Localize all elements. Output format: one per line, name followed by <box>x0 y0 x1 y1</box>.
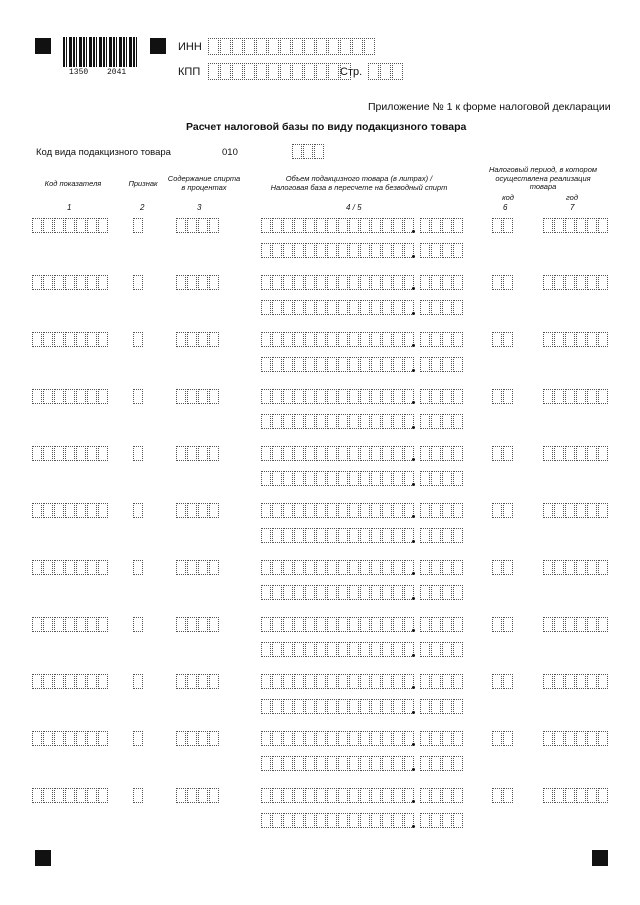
decimal-point <box>412 825 415 828</box>
volume-decimal-field[interactable] <box>420 560 464 575</box>
alcohol-content-field[interactable] <box>176 218 220 233</box>
sign-field[interactable] <box>133 332 144 347</box>
column-number-1: 1 <box>67 203 72 212</box>
period-year-field[interactable] <box>543 788 609 803</box>
indicator-code-field[interactable] <box>32 389 109 404</box>
tax-base-integer-field[interactable] <box>261 642 415 657</box>
volume-integer-field[interactable] <box>261 788 415 803</box>
column-header-period: Налоговый период, в котором осуществлена реализация товара <box>488 165 598 191</box>
decimal-point <box>412 629 415 632</box>
period-code-field[interactable] <box>492 674 514 689</box>
sign-field[interactable] <box>133 389 144 404</box>
decimal-point <box>412 483 415 486</box>
barcode-bars <box>63 37 139 67</box>
volume-integer-field[interactable] <box>261 332 415 347</box>
column-header-period-year: год <box>566 193 578 202</box>
decimal-point <box>412 572 415 575</box>
volume-decimal-field[interactable] <box>420 332 464 347</box>
period-code-field[interactable] <box>492 503 514 518</box>
volume-decimal-field[interactable] <box>420 503 464 518</box>
volume-decimal-field[interactable] <box>420 617 464 632</box>
sign-field[interactable] <box>133 503 144 518</box>
tax-base-integer-field[interactable] <box>261 699 415 714</box>
volume-decimal-field[interactable] <box>420 731 464 746</box>
period-code-field[interactable] <box>492 275 514 290</box>
alcohol-content-field[interactable] <box>176 560 220 575</box>
tax-base-decimal-field[interactable] <box>420 756 464 771</box>
column-number-7: 7 <box>570 203 575 212</box>
alcohol-content-field[interactable] <box>176 446 220 461</box>
page-label: Стр. <box>340 66 363 78</box>
column-header-code: Код показателя <box>44 179 102 188</box>
registration-marker <box>35 38 51 54</box>
decimal-point <box>412 515 415 518</box>
tax-base-integer-field[interactable] <box>261 414 415 429</box>
period-code-field[interactable] <box>492 788 514 803</box>
tax-base-decimal-field[interactable] <box>420 357 464 372</box>
period-code-field[interactable] <box>492 446 514 461</box>
decimal-point <box>412 458 415 461</box>
decimal-point <box>412 255 415 258</box>
tax-base-decimal-field[interactable] <box>420 699 464 714</box>
sign-field[interactable] <box>133 617 144 632</box>
product-code-label: Код вида подакцизного товара <box>36 147 171 158</box>
volume-integer-field[interactable] <box>261 218 415 233</box>
period-code-field[interactable] <box>492 389 514 404</box>
sign-field[interactable] <box>133 560 144 575</box>
tax-base-integer-field[interactable] <box>261 756 415 771</box>
volume-integer-field[interactable] <box>261 674 415 689</box>
registration-marker <box>150 38 166 54</box>
alcohol-content-field[interactable] <box>176 731 220 746</box>
tax-base-decimal-field[interactable] <box>420 642 464 657</box>
decimal-point <box>412 686 415 689</box>
period-year-field[interactable] <box>543 560 609 575</box>
decimal-point <box>412 768 415 771</box>
column-header-volume: Объем подакцизного товара (в литрах) / Налоговая база в пересчете на безводный спирт <box>270 174 448 192</box>
page-number-field[interactable] <box>368 63 404 80</box>
decimal-point <box>412 287 415 290</box>
sign-field[interactable] <box>133 674 144 689</box>
sign-field[interactable] <box>133 731 144 746</box>
volume-integer-field[interactable] <box>261 503 415 518</box>
form-title: Расчет налоговой базы по виду подакцизного товара <box>186 121 467 133</box>
period-code-field[interactable] <box>492 731 514 746</box>
column-header-sign: Признак <box>128 179 158 188</box>
period-year-field[interactable] <box>543 218 609 233</box>
period-year-field[interactable] <box>543 731 609 746</box>
alcohol-content-field[interactable] <box>176 788 220 803</box>
volume-decimal-field[interactable] <box>420 788 464 803</box>
indicator-code-field[interactable] <box>32 674 109 689</box>
tax-base-decimal-field[interactable] <box>420 243 464 258</box>
decimal-point <box>412 230 415 233</box>
registration-marker <box>35 850 51 866</box>
indicator-code-field[interactable] <box>32 446 109 461</box>
indicator-code-field[interactable] <box>32 560 109 575</box>
period-code-field[interactable] <box>492 617 514 632</box>
tax-base-integer-field[interactable] <box>261 813 415 828</box>
decimal-point <box>412 401 415 404</box>
barcode-number-right: 2041 <box>107 68 127 77</box>
period-year-field[interactable] <box>543 617 609 632</box>
alcohol-content-field[interactable] <box>176 332 220 347</box>
tax-base-decimal-field[interactable] <box>420 414 464 429</box>
period-year-field[interactable] <box>543 446 609 461</box>
volume-integer-field[interactable] <box>261 275 415 290</box>
tax-base-integer-field[interactable] <box>261 357 415 372</box>
column-header-period-code: код <box>502 193 514 202</box>
decimal-point <box>412 369 415 372</box>
kpp-field[interactable] <box>208 63 352 80</box>
alcohol-content-field[interactable] <box>176 674 220 689</box>
column-number-2: 2 <box>140 203 145 212</box>
volume-decimal-field[interactable] <box>420 446 464 461</box>
decimal-point <box>412 597 415 600</box>
column-number-6: 6 <box>503 203 508 212</box>
indicator-code-field[interactable] <box>32 332 109 347</box>
volume-decimal-field[interactable] <box>420 275 464 290</box>
volume-integer-field[interactable] <box>261 617 415 632</box>
indicator-code-field[interactable] <box>32 275 109 290</box>
inn-field[interactable] <box>208 38 376 55</box>
alcohol-content-field[interactable] <box>176 503 220 518</box>
indicator-code-field[interactable] <box>32 788 109 803</box>
period-year-field[interactable] <box>543 332 609 347</box>
indicator-code-field[interactable] <box>32 503 109 518</box>
period-year-field[interactable] <box>543 503 609 518</box>
sign-field[interactable] <box>133 275 144 290</box>
decimal-point <box>412 312 415 315</box>
sign-field[interactable] <box>133 788 144 803</box>
indicator-code-field[interactable] <box>32 617 109 632</box>
volume-decimal-field[interactable] <box>420 218 464 233</box>
column-number-45: 4 / 5 <box>346 203 362 212</box>
tax-base-integer-field[interactable] <box>261 471 415 486</box>
volume-integer-field[interactable] <box>261 731 415 746</box>
barcode <box>63 37 139 77</box>
tax-base-decimal-field[interactable] <box>420 585 464 600</box>
alcohol-content-field[interactable] <box>176 275 220 290</box>
product-code-field[interactable] <box>292 144 325 159</box>
volume-integer-field[interactable] <box>261 446 415 461</box>
tax-base-integer-field[interactable] <box>261 585 415 600</box>
decimal-point <box>412 540 415 543</box>
decimal-point <box>412 654 415 657</box>
period-year-field[interactable] <box>543 275 609 290</box>
tax-base-decimal-field[interactable] <box>420 300 464 315</box>
period-code-field[interactable] <box>492 332 514 347</box>
column-number-3: 3 <box>197 203 202 212</box>
tax-base-decimal-field[interactable] <box>420 813 464 828</box>
decimal-point <box>412 743 415 746</box>
volume-integer-field[interactable] <box>261 560 415 575</box>
column-header-alcohol: Содержание спирта в процентах <box>167 174 241 192</box>
inn-label: ИНН <box>178 41 202 53</box>
period-year-field[interactable] <box>543 674 609 689</box>
registration-marker <box>592 850 608 866</box>
appendix-title: Приложение № 1 к форме налоговой декларации <box>368 101 611 113</box>
sign-field[interactable] <box>133 218 144 233</box>
period-year-field[interactable] <box>543 389 609 404</box>
tax-base-decimal-field[interactable] <box>420 471 464 486</box>
decimal-point <box>412 711 415 714</box>
tax-base-integer-field[interactable] <box>261 528 415 543</box>
volume-decimal-field[interactable] <box>420 389 464 404</box>
alcohol-content-field[interactable] <box>176 617 220 632</box>
decimal-point <box>412 344 415 347</box>
decimal-point <box>412 800 415 803</box>
indicator-code-field[interactable] <box>32 218 109 233</box>
indicator-code-field[interactable] <box>32 731 109 746</box>
sign-field[interactable] <box>133 446 144 461</box>
period-code-field[interactable] <box>492 218 514 233</box>
alcohol-content-field[interactable] <box>176 389 220 404</box>
barcode-number-left: 1350 <box>69 68 89 77</box>
decimal-point <box>412 426 415 429</box>
kpp-label: КПП <box>178 66 201 78</box>
line-code: 010 <box>222 147 238 158</box>
volume-integer-field[interactable] <box>261 389 415 404</box>
volume-decimal-field[interactable] <box>420 674 464 689</box>
period-code-field[interactable] <box>492 560 514 575</box>
tax-base-integer-field[interactable] <box>261 300 415 315</box>
tax-base-integer-field[interactable] <box>261 243 415 258</box>
tax-base-decimal-field[interactable] <box>420 528 464 543</box>
